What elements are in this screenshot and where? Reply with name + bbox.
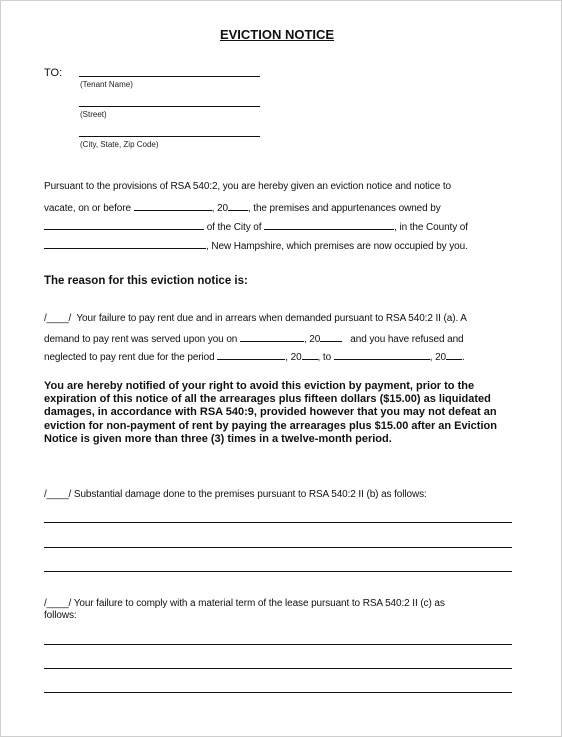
demand-year-blank[interactable] — [320, 331, 342, 342]
pursuant-line-2 — [44, 200, 441, 214]
to-label: TO: — [44, 67, 63, 79]
pursuant-line-2-text-b: , 20 — [211, 203, 228, 214]
tenant-name-caption: (Tenant Name) — [80, 80, 133, 89]
reason-b-text: Substantial damage done to the premises pursuant to RSA 540:2 II (b) as follows: — [73, 489, 427, 500]
reason-a-checkbox[interactable]: /____/ — [44, 313, 72, 324]
pursuant-line-3-text-b: , in the County of — [394, 222, 468, 233]
vacate-date-blank[interactable] — [134, 200, 212, 211]
document-title: EVICTION NOTICE — [219, 27, 335, 42]
period-end-date-blank[interactable] — [334, 349, 430, 360]
period-start-date-blank[interactable] — [217, 349, 285, 360]
reason-c-text-1: Your failure to comply with a material term of the lease pursuant to RSA 540:2 II (c) as — [73, 598, 445, 609]
damage-description-line-3[interactable] — [44, 571, 512, 572]
pursuant-line-3 — [44, 219, 468, 233]
reason-a-text-2c: and you have refused and — [350, 334, 464, 345]
street-caption: (Street) — [80, 110, 107, 119]
city-state-zip-caption: (City, State, Zip Code) — [80, 140, 159, 149]
reason-c-line-2: follows: — [44, 610, 77, 621]
lease-term-line-3[interactable] — [44, 692, 512, 693]
reason-b-line — [44, 489, 427, 500]
demand-date-blank[interactable] — [240, 331, 304, 342]
reason-a-text-3a: neglected to pay rent due for the period — [44, 352, 215, 363]
reason-a-text-2a: demand to pay rent was served upon you on — [44, 334, 238, 345]
tenant-name-line[interactable] — [79, 76, 260, 77]
city-state-zip-line[interactable] — [79, 136, 260, 137]
owner-name-blank[interactable] — [44, 219, 204, 230]
reason-b-checkbox[interactable]: /____/ — [44, 489, 72, 500]
vacate-year-blank[interactable] — [228, 200, 248, 211]
pursuant-line-3-text-a: of the City of — [206, 222, 262, 233]
pursuant-line-1: Pursuant to the provisions of RSA 540:2, you are hereby given an eviction notice and notice to — [44, 181, 451, 192]
city-blank[interactable] — [264, 219, 394, 230]
pursuant-line-2-text-c: , the premises and appurtenances owned by — [247, 203, 441, 214]
right-to-avoid-paragraph: You are hereby notified of your right to avoid this eviction by payment, prior to the expiration of this notice of all the arrearages plus fifteen dollars ($15.00) as liquidated damages, in accordance with RSA 540:9, provided however that you may not defeat an eviction for non-payment of rent by paying the arrearages plus $15.00 after an Eviction Notice is given more than three (3) times in a twelve-month period. — [44, 380, 497, 445]
pursuant-line-4 — [44, 238, 468, 252]
reason-a-text-3e: . — [462, 352, 465, 363]
pursuant-line-2-text-a: vacate, on or before — [44, 203, 131, 214]
reason-a-line-3 — [44, 349, 465, 363]
lease-term-line-1[interactable] — [44, 644, 512, 645]
county-blank[interactable] — [44, 238, 206, 249]
reason-a-text-1: Your failure to pay rent due and in arrears when demanded pursuant to RSA 540:2 II (a). A — [76, 313, 467, 324]
reason-a-line-1 — [44, 313, 467, 324]
reason-a-text-2b: , 20 — [303, 334, 321, 345]
reason-c-checkbox[interactable]: /____/ — [44, 598, 72, 609]
street-line[interactable] — [79, 106, 260, 107]
period-start-year-blank[interactable] — [302, 349, 318, 360]
damage-description-line-1[interactable] — [44, 522, 512, 523]
lease-term-line-2[interactable] — [44, 668, 512, 669]
reason-c-line-1 — [44, 598, 445, 609]
reason-a-text-3d: , 20 — [429, 352, 447, 363]
reason-heading: The reason for this eviction notice is: — [44, 275, 248, 287]
reason-a-line-2 — [44, 331, 464, 345]
reason-a-text-3c: , to — [317, 352, 332, 363]
period-end-year-blank[interactable] — [446, 349, 462, 360]
reason-a-text-3b: , 20 — [285, 352, 302, 363]
damage-description-line-2[interactable] — [44, 547, 512, 548]
pursuant-line-4-text: , New Hampshire, which premises are now occupied by you. — [206, 241, 468, 252]
